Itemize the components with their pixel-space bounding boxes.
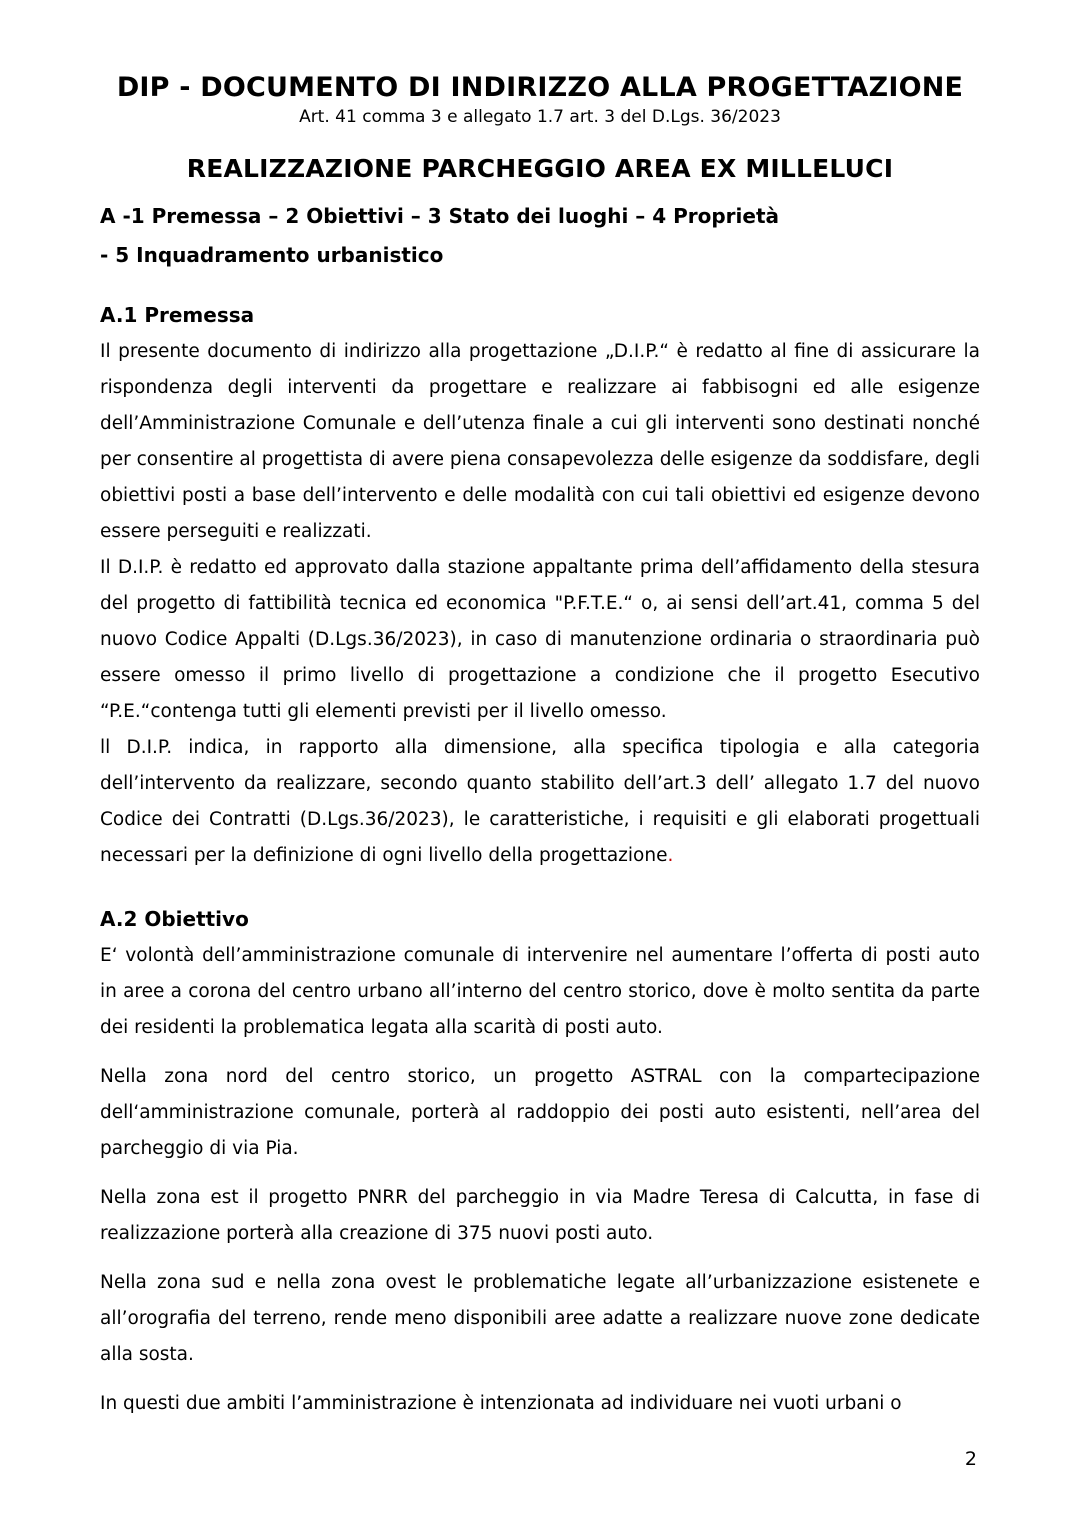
document-subtitle: Art. 41 comma 3 e allegato 1.7 art. 3 del D.Lgs. 36/2023 (299, 107, 781, 128)
a2-paragraph-4: Nella zona sud e nella zona ovest le problematiche legate all’urbanizzazione esistenete e all’orografia del terreno, rende meno disponibili aree adatte a realizzare nuove zone dedicate alla sosta. (100, 1272, 980, 1366)
a1-paragraph-3-text: ll D.I.P. indica, in rapporto alla dimensione, alla specifica tipologia e alla categoria dell’intervento da realizzare, secondo quanto stabilito dell’art.3 dell’ allegato 1.7 del nuovo Codice dei Contratti (D.Lgs.36/2023), le caratteristiche, i requisiti e gli elaborati progettuali necessari per la definizione di ogni livello della progettazione (100, 737, 980, 867)
document-title: DIP - DOCUMENTO DI INDIRIZZO ALLA PROGETTAZIONE (116, 72, 964, 103)
a1-paragraph-3 (100, 730, 980, 874)
a2-paragraph-2: Nella zona nord del centro storico, un progetto ASTRAL con la compartecipazione dell‘amministrazione comunale, porterà al raddoppio dei posti auto esistenti, nell’area del parcheggio di via Pia. (100, 1066, 980, 1160)
index-line-1: A -1 Premessa – 2 Obiettivi – 3 Stato dei luoghi – 4 Proprietà (100, 204, 780, 229)
document-subject-title: REALIZZAZIONE PARCHEGGIO AREA EX MILLELUCI (186, 154, 894, 184)
a1-paragraph-2: Il D.I.P. è redatto ed approvato dalla stazione appaltante prima dell’affidamento della stesura del progetto di fattibilità tecnica ed economica "P.F.T.E.“ o, ai sensi dell’art.41, comma 5 del nuovo Codice Appalti (D.Lgs.36/2023), in caso di manutenzione ordinaria o straordinaria può essere omesso il primo livello di progettazione a condizione che il progetto Esecutivo “P.E.“contenga tutti gli elementi previsti per il livello omesso. (100, 557, 980, 723)
section-a2-heading: A.2 Obiettivo (100, 907, 249, 932)
a2-paragraph-1: E‘ volontà dell’amministrazione comunale di intervenire nel aumentare l’offerta di posti auto in aree a corona del centro urbano all’interno del centro storico, dove è molto sentita da parte dei residenti la problematica legata alla scarità di posti auto. (100, 945, 980, 1039)
section-a1-heading: A.1 Premessa (100, 303, 255, 328)
a2-paragraph-3: Nella zona est il progetto PNRR del parcheggio in via Madre Teresa di Calcutta, in fase di realizzazione porterà alla creazione di 375 nuovi posti auto. (100, 1187, 980, 1245)
index-line-2: - 5 Inquadramento urbanistico (100, 243, 444, 268)
red-period: . (667, 845, 674, 867)
a2-paragraph-5: In questi due ambiti l’amministrazione è intenzionata ad individuare nei vuoti urbani o (100, 1393, 902, 1415)
page-number: 2 (964, 1448, 977, 1470)
a1-paragraph-1: Il presente documento di indirizzo alla progettazione „D.I.P.“ è redatto al fine di assicurare la rispondenza degli interventi da progettare e realizzare ai fabbisogni ed alle esigenze dell’Amministrazione Comunale e dell’utenza finale a cui gli interventi sono destinati nonché per consentire al progettista di avere piena consapevolezza delle esigenze da soddisfare, degli obiettivi posti a base dell’intervento e delle modalità con cui tali obiettivi ed esigenze devono essere perseguiti e realizzati. (100, 341, 980, 543)
section-a2-obiettivo (100, 907, 980, 1422)
section-a1-premessa (100, 303, 980, 874)
